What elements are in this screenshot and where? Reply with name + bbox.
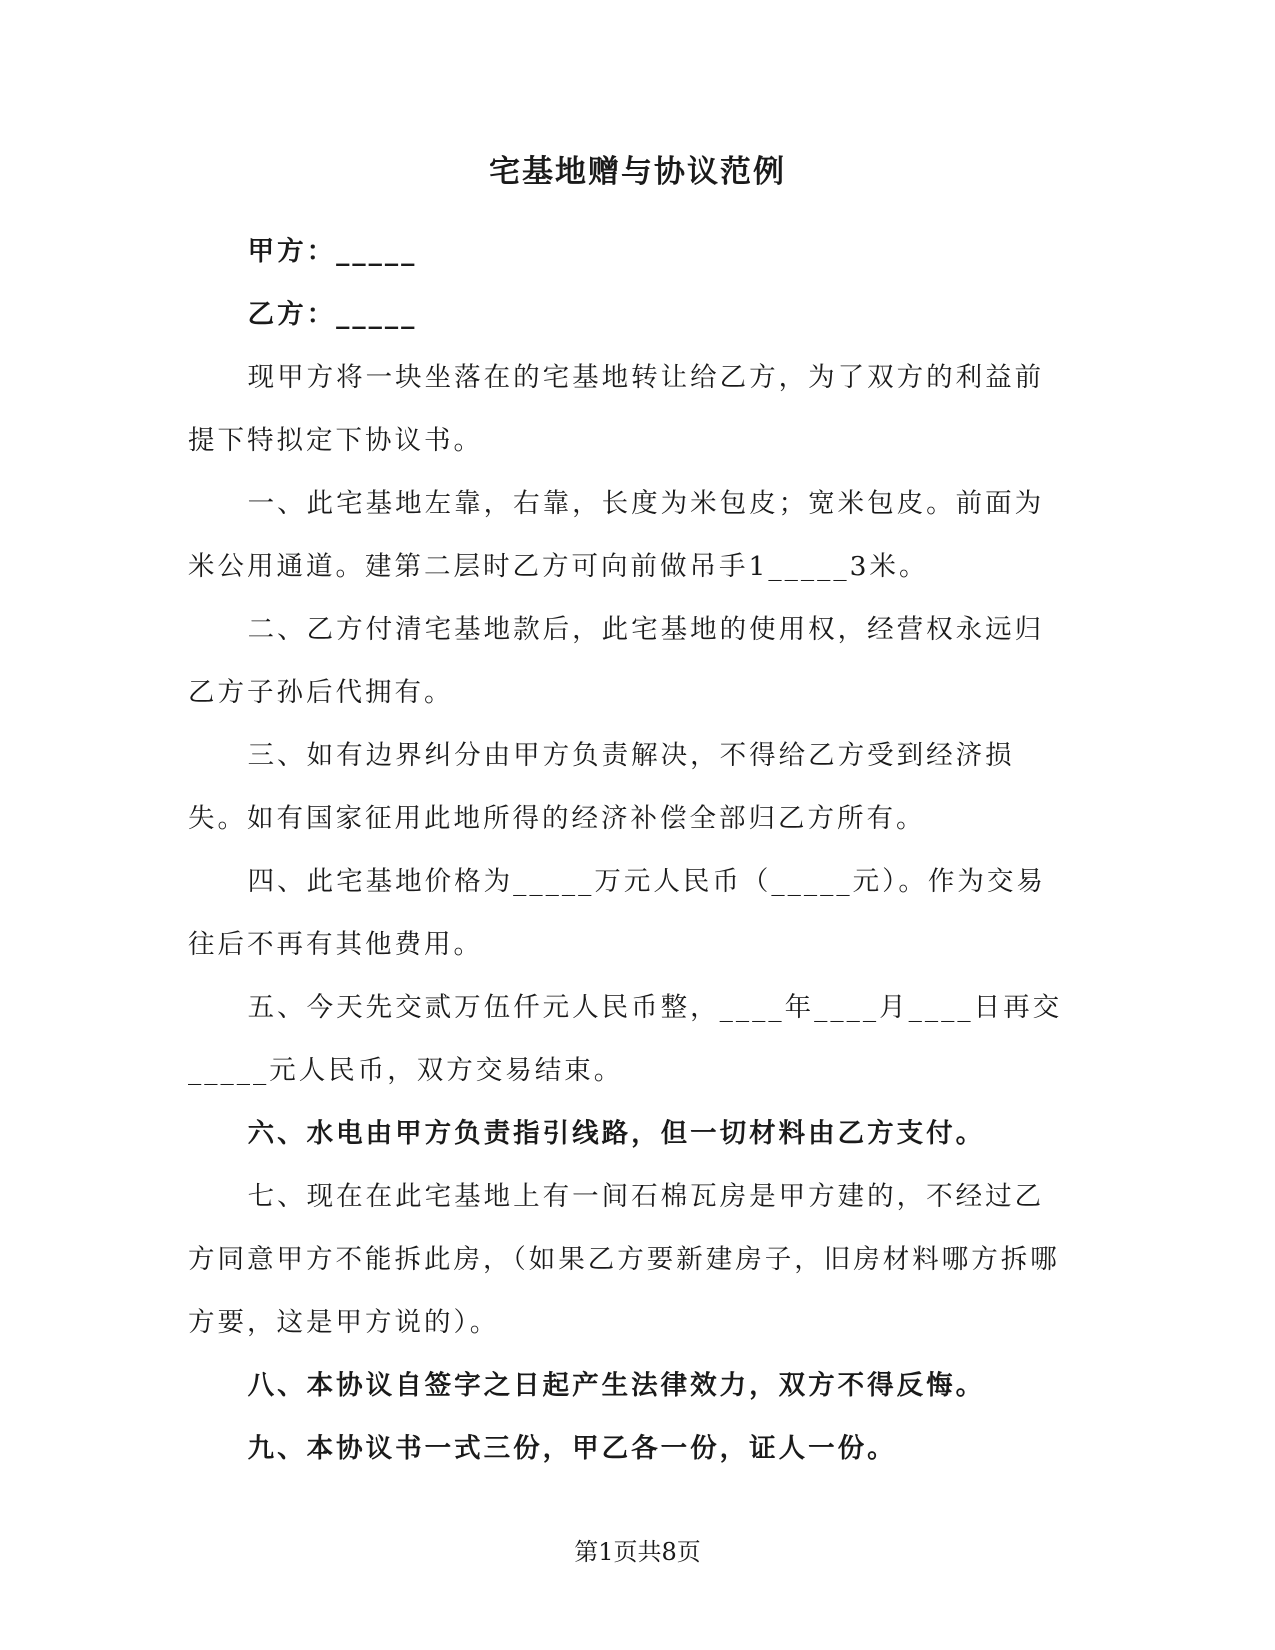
clause-8: 八、本协议自签字之日起产生法律效力，双方不得反悔。 xyxy=(247,1370,986,1401)
clause-7: 七、现在在此宅基地上有一间石棉瓦房是甲方建的，不经过乙方同意甲方不能拆此房，（如果乙方要新建房子，旧房材料哪方拆哪方要，这是甲方说的）。 xyxy=(188,1181,1060,1338)
clause-5: 五、今天先交贰万伍仟元人民币整，____年____月____日再交_____元人民币，双方交易结束。 xyxy=(188,992,1063,1086)
page-footer: 第1页共8页 xyxy=(574,1538,701,1566)
clause-9: 九、本协议书一式三份，甲乙各一份，证人一份。 xyxy=(247,1433,897,1464)
clause-3: 三、如有边界纠分由甲方负责解决，不得给乙方受到经济损失。如有国家征用此地所得的经济补偿全部归乙方所有。 xyxy=(188,740,1015,834)
document-body xyxy=(188,220,1073,1480)
clause-1: 一、此宅基地左靠，右靠，长度为米包皮；宽米包皮。前面为米公用通道。建第二层时乙方可向前做吊手1_____3米。 xyxy=(188,488,1045,582)
party-a-line: 甲方：_____ xyxy=(247,236,418,267)
document-title: 宅基地赠与协议范例 xyxy=(489,154,786,190)
party-b-line: 乙方：_____ xyxy=(247,299,418,330)
clause-2: 二、乙方付清宅基地款后，此宅基地的使用权，经营权永远归乙方子孙后代拥有。 xyxy=(188,614,1045,708)
clause-4: 四、此宅基地价格为_____万元人民币（_____元）。作为交易往后不再有其他费用。 xyxy=(188,866,1046,960)
clause-6: 六、水电由甲方负责指引线路，但一切材料由乙方支付。 xyxy=(247,1118,986,1149)
intro-paragraph: 现甲方将一块坐落在的宅基地转让给乙方，为了双方的利益前提下特拟定下协议书。 xyxy=(188,362,1045,456)
